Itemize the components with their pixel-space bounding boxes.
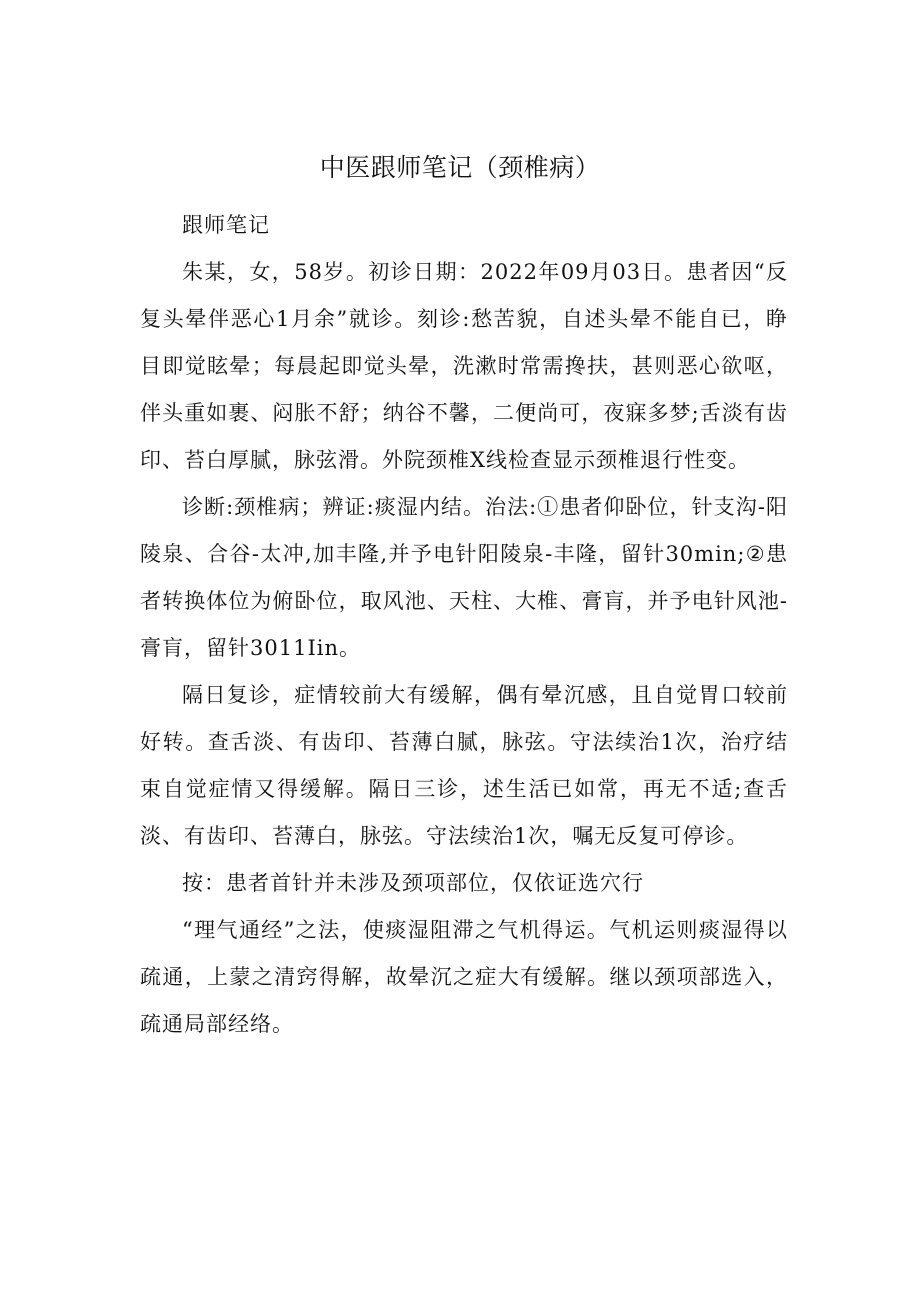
case-paragraph: 朱某，女，58岁。初诊日期：2022年09月03日。患者因“反复头晕伴恶心1月余”就诊。刻诊:愁苦貌，自述头晕不能自已，睁目即觉眩晕；每晨起即觉头晕，洗漱时常需搀扶，甚则恶心欲呕，伴头重如裹、闷胀不舒；纳谷不馨，二便尚可，夜寐多梦;舌淡有齿印、苔白厚腻，脉弦滑。外院颈椎X线检查显示颈椎退行性变。 [140,260,788,472]
section-heading: 跟师笔记 [182,213,270,237]
note-paragraph: 按：患者首针并未涉及颈项部位，仅依证选穴行 [182,871,644,895]
note-continuation-paragraph: “理气通经”之法，使痰湿阻滞之气机得运。气机运则痰湿得以疏通，上蒙之清窍得解，故晕沉之症大有缓解。继以颈项部选入，疏通局部经络。 [140,918,788,1036]
follow-up-paragraph: 隔日复诊，症情较前大有缓解，偶有晕沉感，且自觉胃口较前好转。查舌淡、有齿印、苔薄白腻，脉弦。守法续治1次，治疗结束自觉症情又得缓解。隔日三诊，述生活已如常，再无不适;查舌淡、有齿印、苔薄白，脉弦。守法续治1次，嘱无反复可停诊。 [140,683,788,848]
document-body [140,202,788,1048]
diagnosis-paragraph: 诊断:颈椎病；辨证:痰湿内结。治法:①患者仰卧位，针支沟-阳陵泉、合谷-太冲,加丰隆,并予电针阳陵泉-丰隆，留针30min;②患者转换体位为俯卧位，取风池、天柱、大椎、膏肓，并予电针风池-膏肓，留针3011Iin。 [140,495,788,660]
document-title: 中医跟师笔记（颈椎病） [319,153,601,182]
